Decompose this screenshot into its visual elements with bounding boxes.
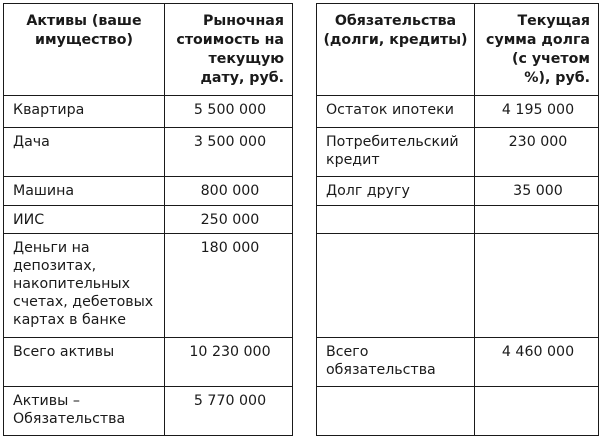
liability-name-cell: Остаток ипотеки <box>317 96 475 128</box>
table-row <box>4 387 293 436</box>
assets-table <box>3 3 293 436</box>
table-row <box>317 128 599 177</box>
liability-value-cell: 4 195 000 <box>475 96 599 128</box>
table-row <box>317 206 599 234</box>
liability-value-cell: 35 000 <box>475 177 599 206</box>
table-row <box>4 206 293 234</box>
table-row <box>317 338 599 387</box>
liability-name-cell <box>317 387 475 436</box>
table-row <box>317 96 599 128</box>
table-row <box>4 338 293 387</box>
liability-name-cell <box>317 206 475 234</box>
asset-name-cell: Деньги на депозитах, накопительных счетах, дебетовых картах в банке <box>4 234 165 338</box>
table-row <box>4 177 293 206</box>
table-row <box>4 96 293 128</box>
liabilities-name-header: Обязательства (долги, кредиты) <box>317 4 475 96</box>
liabilities-table <box>316 3 599 436</box>
table-row <box>4 234 293 338</box>
liability-name-cell <box>317 234 475 338</box>
liabilities-header-row <box>317 4 599 96</box>
asset-value-cell: 5 770 000 <box>165 387 293 436</box>
asset-value-cell: 250 000 <box>165 206 293 234</box>
table-row <box>317 234 599 338</box>
asset-name-cell: Машина <box>4 177 165 206</box>
table-row <box>4 128 293 177</box>
table-row <box>317 387 599 436</box>
liability-value-cell: 230 000 <box>475 128 599 177</box>
asset-value-cell: 180 000 <box>165 234 293 338</box>
liability-name-cell: Долг другу <box>317 177 475 206</box>
asset-name-cell: Дача <box>4 128 165 177</box>
assets-value-header: Рыночная стоимость на текущую дату, руб. <box>165 4 293 96</box>
asset-value-cell: 800 000 <box>165 177 293 206</box>
liabilities-value-header: Текущая сумма долга (с учетом %), руб. <box>475 4 599 96</box>
liability-value-cell: 4 460 000 <box>475 338 599 387</box>
table-row <box>317 177 599 206</box>
asset-name-cell: ИИС <box>4 206 165 234</box>
asset-value-cell: 3 500 000 <box>165 128 293 177</box>
assets-header-row <box>4 4 293 96</box>
liability-name-cell: Потребительский кредит <box>317 128 475 177</box>
liability-value-cell <box>475 234 599 338</box>
asset-value-cell: 5 500 000 <box>165 96 293 128</box>
asset-name-cell: Квартира <box>4 96 165 128</box>
asset-name-cell: Активы – Обязательства <box>4 387 165 436</box>
asset-name-cell: Всего активы <box>4 338 165 387</box>
liability-value-cell <box>475 206 599 234</box>
liability-value-cell <box>475 387 599 436</box>
assets-name-header: Активы (ваше имущество) <box>4 4 165 96</box>
asset-value-cell: 10 230 000 <box>165 338 293 387</box>
liability-name-cell: Всего обязательства <box>317 338 475 387</box>
